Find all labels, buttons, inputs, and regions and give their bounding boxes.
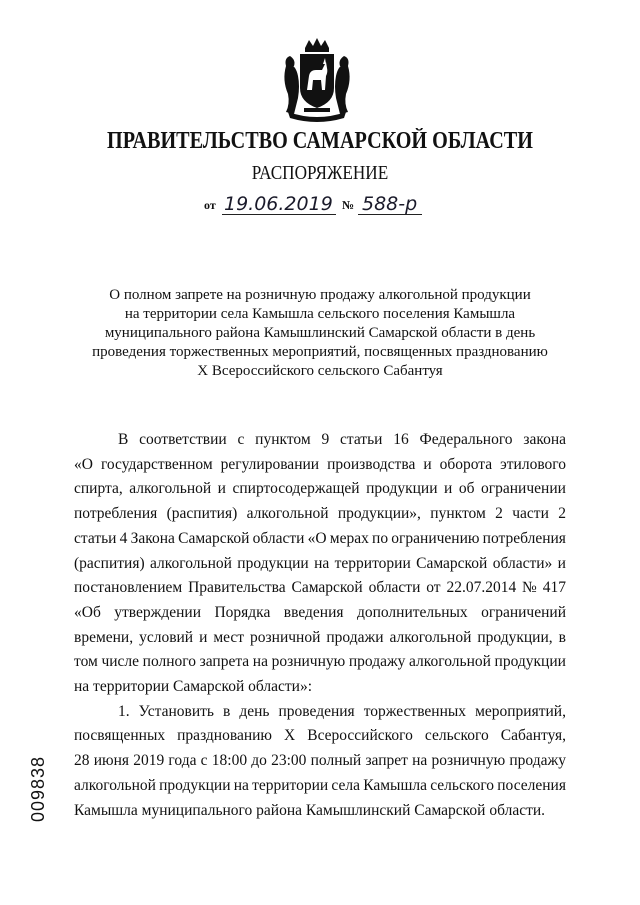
body-word: 28	[74, 752, 90, 770]
body-word: 9	[321, 431, 330, 448]
body-word: статьи	[74, 529, 117, 547]
body-word: торжественных	[363, 702, 467, 720]
body-word: №	[522, 579, 537, 597]
body-line	[74, 527, 566, 552]
body-word: продажу	[509, 752, 566, 770]
body-word: постановлением	[74, 579, 183, 597]
body-word: Порядка	[214, 603, 271, 621]
body-word: села	[331, 776, 360, 794]
body-word: продукции»,	[337, 505, 421, 523]
body-line	[74, 700, 566, 725]
body-word: 2	[558, 505, 566, 523]
body-word: розничную	[431, 752, 506, 770]
body-word: 2	[495, 505, 503, 523]
body-word: Самарской	[178, 529, 250, 547]
body-word: государственном	[100, 455, 213, 473]
body-word: продажи	[326, 628, 384, 646]
body-word: посвященных	[74, 727, 166, 745]
body-word: территории	[334, 554, 411, 572]
body-word: Закона	[130, 529, 175, 547]
body-line: на территории Самарской области»:	[74, 678, 312, 696]
body-word: на	[314, 554, 330, 572]
body-word: 16	[393, 431, 409, 448]
body-word: области»	[492, 554, 553, 572]
body-word: «О	[307, 529, 327, 547]
subject-line: X Всероссийского сельского Сабантуя	[197, 363, 443, 379]
body-word: оборота	[439, 455, 493, 473]
body-line	[74, 453, 566, 478]
body-word: алкогольной	[74, 776, 156, 794]
body-word: на	[252, 653, 268, 671]
body-word: продажу	[348, 653, 406, 671]
body-word: и	[217, 480, 226, 498]
body-word: В	[118, 431, 129, 448]
subject-line: муниципального района Камышлинский Самарской области в день	[104, 325, 536, 341]
body-word: времени,	[74, 628, 134, 646]
subject-line: на территории села Камышла сельского поселения Камышла	[124, 306, 516, 322]
body-word: 1.	[118, 702, 130, 720]
body-line	[74, 724, 566, 749]
body-word: полного	[142, 653, 196, 671]
body-word: Правительства	[188, 579, 286, 597]
body-word: продукции	[159, 776, 231, 794]
body-word: том	[74, 653, 98, 671]
body-word: Камышла	[363, 776, 427, 794]
body-word: дополнительных	[356, 603, 468, 621]
body-word: (распития)	[74, 554, 145, 572]
date-label: от	[204, 198, 216, 212]
body-word: запрет	[365, 752, 408, 770]
body-word: в	[223, 702, 231, 720]
body-word: потребления	[74, 505, 158, 523]
body-word: (распития)	[166, 505, 238, 523]
body-word: сельского	[430, 776, 495, 794]
date-value: 19.06.2019	[224, 193, 333, 215]
body-word: Сабантуя,	[500, 727, 566, 745]
body-word: статьи	[339, 431, 383, 448]
body-word: ограничению	[391, 529, 480, 547]
body-word: закона	[523, 431, 566, 448]
body-word: продукции	[494, 653, 566, 671]
document-body	[74, 428, 566, 823]
body-word: поселения	[497, 776, 566, 794]
organization-title: ПРАВИТЕЛЬСТВО САМАРСКОЙ ОБЛАСТИ	[107, 128, 533, 154]
body-word: введения	[283, 603, 344, 621]
body-word: части	[512, 505, 549, 523]
body-word: пунктом	[430, 505, 486, 523]
body-word: года	[168, 752, 197, 770]
body-word: производства	[327, 455, 416, 473]
body-word: до	[251, 752, 267, 770]
body-word: 23:00	[271, 752, 307, 770]
body-word: Самарской	[416, 554, 488, 572]
body-line	[74, 502, 566, 527]
body-word: Федерального	[419, 431, 513, 448]
body-word: розничную	[271, 653, 346, 671]
body-line	[74, 477, 566, 502]
body-word: полный	[310, 752, 362, 770]
body-word: об	[458, 480, 475, 498]
date-number-line	[204, 193, 444, 219]
body-word: спиртосодержащей	[232, 480, 360, 498]
body-word: мерах	[329, 529, 369, 547]
body-word: 417	[542, 579, 566, 597]
document-type: РАСПОРЯЖЕНИЕ	[251, 162, 389, 184]
body-line	[74, 576, 566, 601]
body-word: условий	[139, 628, 194, 646]
body-word: «О	[74, 455, 93, 473]
subject-line: проведения торжественных мероприятий, посвященных празднованию	[92, 344, 548, 360]
body-word: области	[252, 529, 305, 547]
body-word: на	[233, 776, 249, 794]
body-word: 4	[119, 529, 128, 547]
body-line	[74, 774, 566, 799]
document-subject	[90, 286, 550, 381]
body-word: сельского	[424, 727, 489, 745]
body-line	[74, 650, 566, 675]
body-word: день	[239, 702, 270, 720]
body-word: Установить	[138, 702, 214, 720]
body-word: продукции	[366, 480, 438, 498]
body-word: проведения	[278, 702, 355, 720]
body-word: этилового	[500, 455, 566, 473]
body-word: 18:00	[211, 752, 248, 770]
body-word: и	[199, 628, 208, 646]
body-word: потребления	[482, 529, 566, 547]
body-word: с	[200, 752, 208, 770]
number-label: №	[342, 198, 355, 212]
body-word: по	[372, 529, 389, 547]
body-word: июня	[93, 752, 130, 770]
body-word: Самарской	[291, 579, 363, 597]
body-word: празднованию	[177, 727, 273, 745]
body-word: Всероссийского	[307, 727, 413, 745]
body-word: территории	[252, 776, 329, 794]
body-word: алкогольной	[129, 480, 212, 498]
body-word: и	[557, 554, 566, 572]
body-line	[74, 626, 566, 651]
body-word: регулировании	[220, 455, 320, 473]
coat-of-arms-icon	[280, 36, 354, 124]
body-word: алкогольной	[389, 628, 472, 646]
body-line: Камышла муниципального района Камышлинский Самарской области.	[74, 801, 546, 819]
number-value: 588-р	[362, 193, 418, 215]
body-line	[74, 552, 566, 577]
body-word: области	[368, 579, 421, 597]
body-word: 2019	[133, 752, 165, 770]
body-word: на	[412, 752, 428, 770]
body-word: ограничений	[481, 603, 566, 621]
body-word: мероприятий,	[475, 702, 566, 720]
body-word: пунктом	[255, 431, 311, 448]
body-word: спирта,	[74, 480, 123, 498]
body-word: в	[558, 628, 566, 646]
body-word: от	[426, 579, 441, 597]
body-word: «Об	[74, 603, 101, 621]
body-word: розничной	[250, 628, 321, 646]
body-word: числе	[101, 653, 140, 671]
body-word: алкогольной	[409, 653, 491, 671]
subject-line: О полном запрете на розничную продажу алкогольной продукции	[109, 287, 531, 303]
body-word: алкогольной	[150, 554, 232, 572]
body-word: с	[237, 431, 245, 448]
body-word: ограничении	[481, 480, 566, 498]
body-word: алкогольной	[246, 505, 329, 523]
body-line	[74, 428, 566, 453]
body-word: продукции	[237, 554, 309, 572]
body-word: и	[423, 455, 432, 473]
body-word: 22.07.2014	[446, 579, 517, 597]
body-word: продукции,	[477, 628, 553, 646]
body-word: X	[284, 727, 296, 745]
body-word: и	[444, 480, 453, 498]
serial-stamp: 009838	[28, 755, 48, 822]
body-line	[74, 601, 566, 626]
body-word: утверждении	[114, 603, 202, 621]
body-word: мест	[213, 628, 245, 646]
body-word: соответствии	[139, 431, 227, 448]
body-word: запрета	[199, 653, 250, 671]
body-line	[74, 749, 566, 774]
